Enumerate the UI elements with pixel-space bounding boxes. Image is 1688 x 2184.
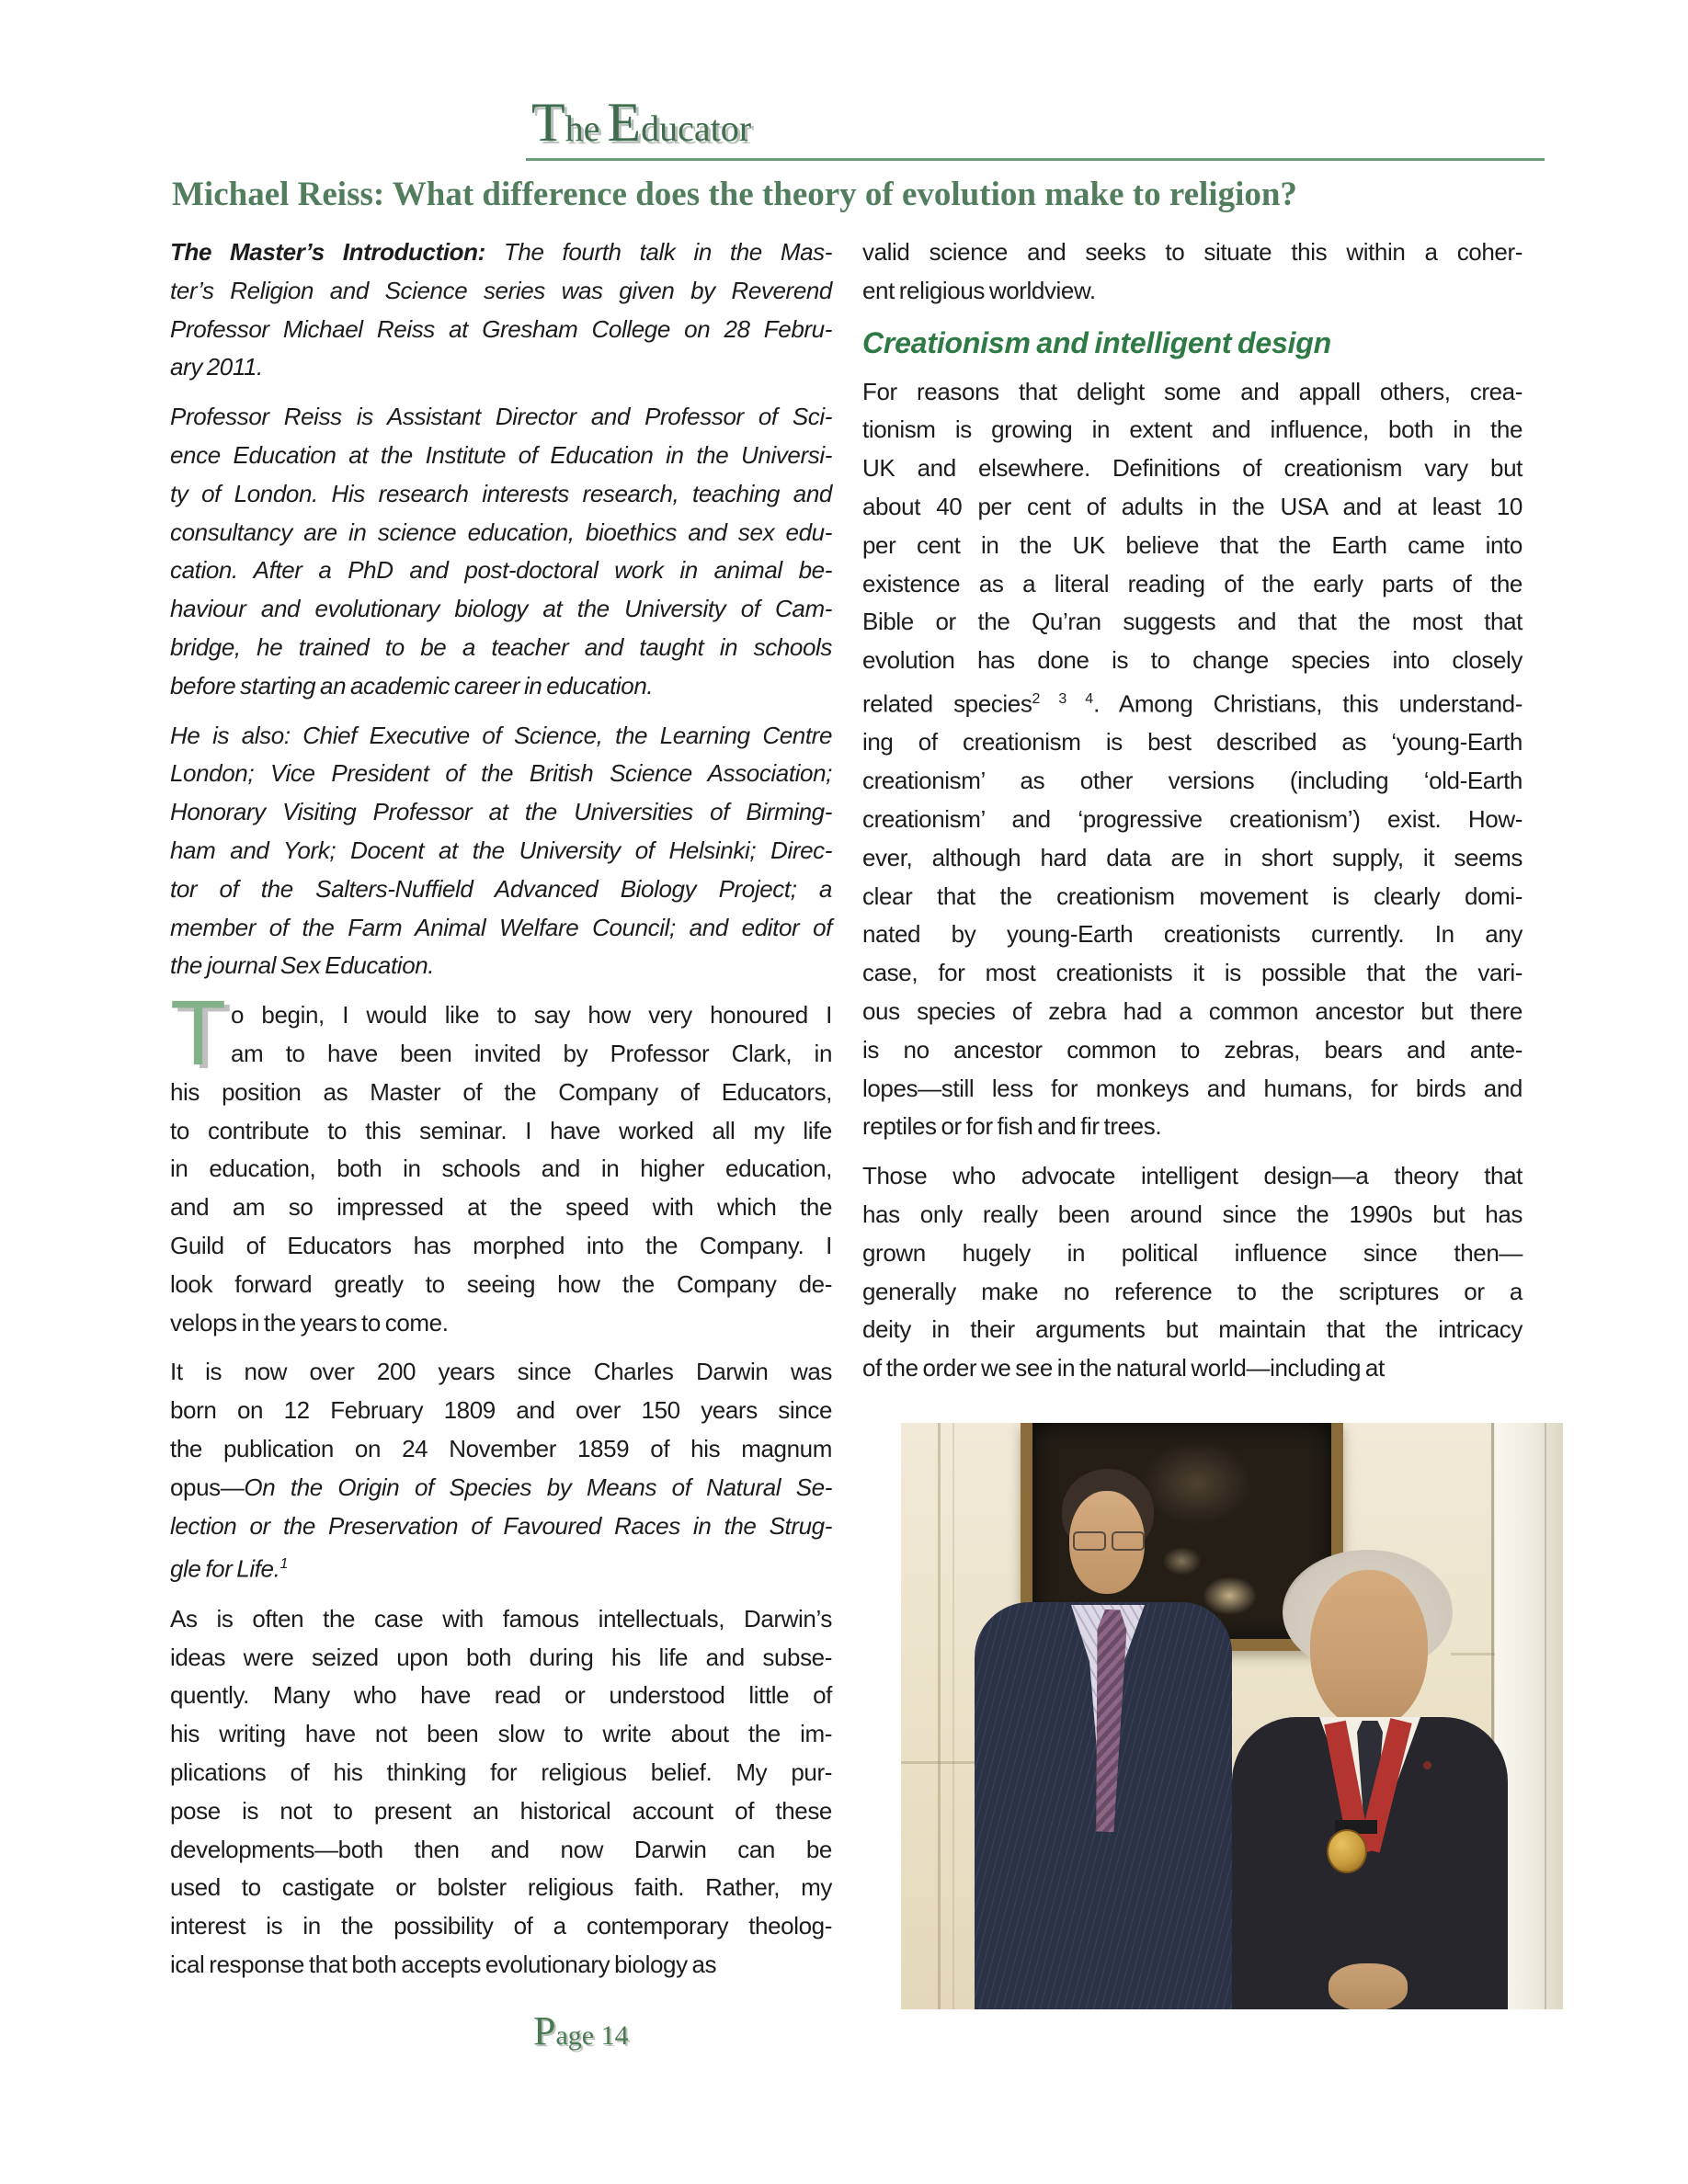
text-line: born on 12 February 1809 and over 150 years since — [170, 1396, 832, 1425]
text-line: creationism’ as other versions (including ‘old-Earth — [862, 767, 1523, 795]
paragraph — [170, 1600, 832, 1985]
text-line: London; Vice President of the British Science Association; — [170, 759, 832, 788]
masthead-logo — [531, 90, 758, 161]
wall-molding-line — [938, 1423, 941, 2009]
text-line: cation. After a PhD and post-doctoral work in animal be- — [170, 556, 832, 585]
text-line: Professor Michael Reiss at Gresham College on 28 Febru- — [170, 314, 832, 343]
text-line: interest is in the possibility of a contemporary theolog- — [170, 1912, 832, 1940]
text-line: Guild of Educators has morphed into the Company. I — [170, 1231, 832, 1259]
text-line: haviour and evolutionary biology at the University of Cam- — [170, 595, 832, 623]
text-line: case, for most creationists it is possible that the vari- — [862, 959, 1523, 987]
text-line: gle for Life.$^1$ — [170, 1554, 289, 1583]
text-line: plications of his thinking for religious belief. My pur- — [170, 1757, 832, 1786]
text-line: Honorary Visiting Professor at the Universities of Birming- — [170, 798, 832, 826]
text-line: generally make no reference to the scriptures or a — [862, 1277, 1523, 1305]
text-line: his position as Master of the Company of Educators, — [170, 1077, 832, 1106]
text-line: o begin, I would like to say how very honoured I — [231, 1001, 832, 1029]
text-line: clear that the creationism movement is clearly domi- — [862, 882, 1523, 910]
text-line: pose is not to present an historical account of these — [170, 1796, 832, 1825]
glasses-icon — [1073, 1531, 1106, 1551]
paragraph — [170, 398, 832, 705]
text-line: is no ancestor common to zebras, bears and ante- — [862, 1035, 1523, 1064]
masthead-word-educator: Educator — [607, 92, 752, 153]
text-line: For reasons that delight some and appall others, crea- — [862, 377, 1523, 405]
text-line: ideas were seized upon both during his life and subse- — [170, 1643, 832, 1671]
text-line: to contribute to this seminar. I have worked all my life — [170, 1116, 832, 1144]
text-line: am to have been invited by Professor Clark, in — [231, 1039, 832, 1067]
text-line: ever, although hard data are in short supply, it seems — [862, 843, 1523, 871]
text-line: used to castigate or bolster religious faith. Rather, my — [170, 1873, 832, 1902]
paragraph — [170, 233, 832, 387]
paragraph — [170, 1353, 832, 1588]
medal — [1327, 1829, 1367, 1873]
man-right — [1232, 1533, 1508, 2009]
text-line: ary 2011. — [170, 353, 263, 381]
text-line: the journal Sex Education. — [170, 951, 435, 980]
text-line: ical response that both accepts evolutionary biology as — [170, 1950, 717, 1978]
text-line: valid science and seeks to situate this within a coher- — [862, 238, 1523, 266]
man-left — [975, 1460, 1232, 2009]
masthead-word-the: The — [531, 92, 600, 153]
text-line: UK and elsewhere. Definitions of creationism vary but — [862, 454, 1523, 483]
text-line: opus—On the Origin of Species by Means of Natural Se- — [170, 1473, 832, 1501]
text-line: consultancy are in science education, bioethics and sex edu- — [170, 518, 832, 546]
text-line: developments—both then and now Darwin can be — [170, 1835, 832, 1863]
text-line: tionism is growing in extent and influence, both in the — [862, 415, 1523, 444]
text-line: lection or the Preservation of Favoured Races in the Strug- — [170, 1511, 832, 1540]
text-line: his writing have not been slow to write about the im- — [170, 1720, 832, 1748]
text-line: ent religious worldview. — [862, 276, 1096, 304]
text-line: bridge, he trained to be a teacher and taught in schools — [170, 632, 832, 661]
paragraph — [862, 233, 1523, 311]
paragraph — [862, 373, 1523, 1147]
text-line: lopes—still less for monkeys and humans, for birds and — [862, 1074, 1523, 1102]
right-column — [862, 233, 1523, 1399]
text-line: quently. Many who have read or understood little of — [170, 1681, 832, 1710]
text-line: ous species of zebra had a common ancestor but there — [862, 997, 1523, 1025]
text-line: nated by young-Earth creationists currently. In any — [862, 920, 1523, 949]
text-line: the publication on 24 November 1859 of his magnum — [170, 1434, 832, 1462]
text-line: about 40 per cent of adults in the USA and at least 10 — [862, 492, 1523, 520]
text-line: deity in their arguments but maintain that the intricacy — [862, 1315, 1523, 1344]
text-line: It is now over 200 years since Charles Darwin was — [170, 1358, 832, 1386]
text-line: in education, both in schools and in higher education, — [170, 1155, 832, 1183]
paragraph — [170, 717, 832, 986]
text-line: As is often the case with famous intellectuals, Darwin’s — [170, 1604, 832, 1632]
page-number: Page 14 — [533, 2008, 629, 2053]
text-line: ence Education at the Institute of Education in the Universi- — [170, 440, 832, 469]
text-line: creationism’ and ‘progressive creationism’) exist. How- — [862, 805, 1523, 834]
text-line: member of the Farm Animal Welfare Council; and editor of — [170, 913, 832, 941]
man-right-face — [1310, 1570, 1428, 1728]
left-column — [170, 233, 832, 1996]
text-line: velops in the years to come. — [170, 1308, 449, 1337]
paragraph — [170, 982, 832, 1342]
masthead-rule — [526, 158, 1545, 161]
section-heading: Creationism and intelligent design — [862, 325, 1331, 359]
text-line: ty of London. His research interests research, teaching and — [170, 479, 832, 507]
text-line: reptiles or for fish and fir trees. — [862, 1112, 1162, 1141]
text-line: and am so impressed at the speed with which the — [170, 1193, 832, 1222]
drop-cap: T — [170, 982, 226, 1086]
wall-molding-line — [952, 1423, 954, 2009]
text-line: The Master’s Introduction: The fourth talk in the Mas- — [170, 238, 832, 266]
text-line: ter’s Religion and Science series was given by Reverend — [170, 276, 832, 304]
text-line: existence as a literal reading of the early parts of the — [862, 569, 1523, 597]
text-line: per cent in the UK believe that the Earth came into — [862, 530, 1523, 559]
text-line: has only really been around since the 1990s but has — [862, 1200, 1523, 1228]
text-line: ham and York; Docent at the University of Helsinki; Direc- — [170, 836, 832, 864]
lapel-pin — [1423, 1761, 1431, 1769]
text-line: related species$^{2 3 4}$. Among Christians, this understand- — [862, 689, 1523, 718]
text-line: of the order we see in the natural world—including at — [862, 1354, 1385, 1382]
glasses-icon — [1112, 1531, 1145, 1551]
text-line: Bible or the Qu’ran suggests and that the most that — [862, 608, 1523, 636]
text-line: evolution has done is to change species into closely — [862, 646, 1523, 675]
text-line: Those who advocate intelligent design—a theory that — [862, 1162, 1523, 1190]
article-title: Michael Reiss: What difference does the theory of evolution make to religion? — [172, 176, 1297, 213]
photo-two-men — [901, 1423, 1563, 2009]
text-line: look forward greatly to seeing how the Company de- — [170, 1269, 832, 1298]
text-line: before starting an academic career in education. — [170, 671, 654, 700]
window-frame-edge — [1545, 1423, 1546, 2009]
paragraph — [862, 1157, 1523, 1388]
text-line: Professor Reiss is Assistant Director and Professor of Sci- — [170, 403, 832, 431]
man-right-hands — [1329, 1963, 1408, 2009]
text-line: grown hugely in political influence since then— — [862, 1238, 1523, 1267]
text-line: tor of the Salters-Nuffield Advanced Biology Project; a — [170, 874, 832, 903]
text-line: He is also: Chief Executive of Science, the Learning Centre — [170, 721, 832, 749]
text-line: ing of creationism is best described as ‘young-Earth — [862, 728, 1523, 756]
